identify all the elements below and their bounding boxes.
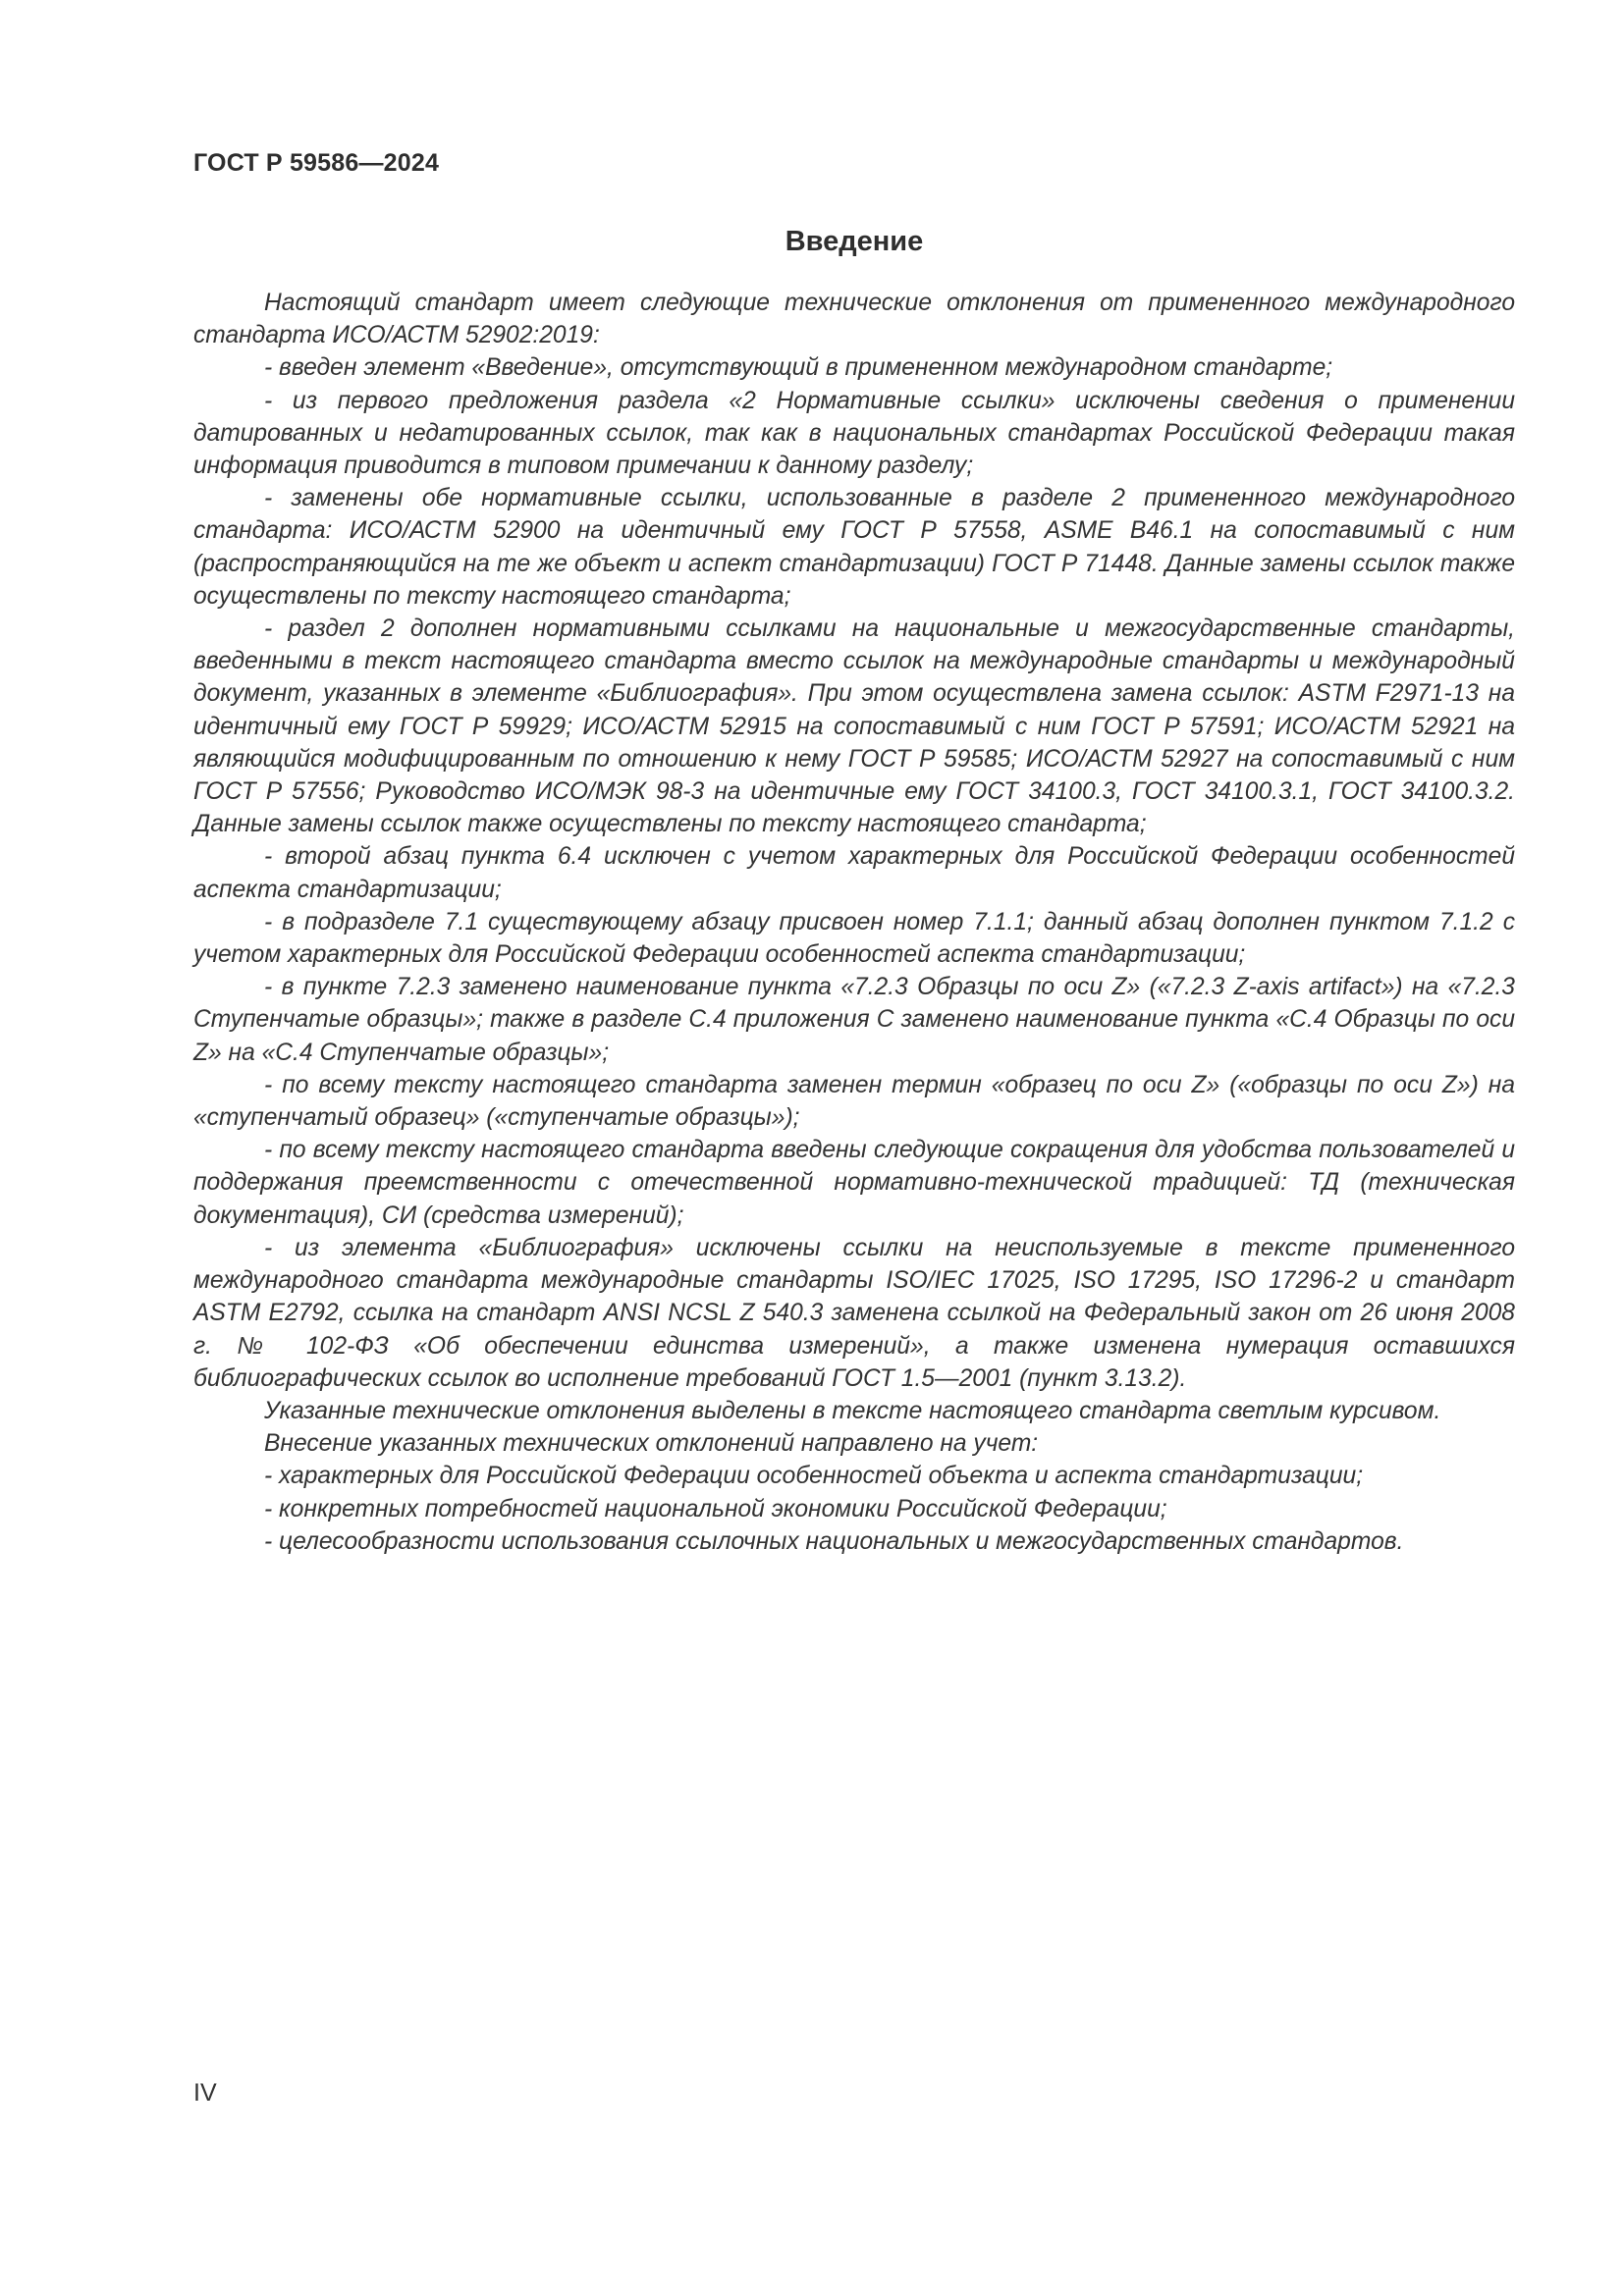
paragraph: - в пункте 7.2.3 заменено наименование пункта «7.2.3 Образцы по оси Z» («7.2.3 Z-axis artifact») на «7.2.3 Ступенчатые образцы»; также в разделе С.4 приложения С заменено наименование пункта «С.4 Образцы по оси Z» на «С.4 Ступенчатые образцы»; bbox=[193, 974, 1515, 1066]
paragraph: - второй абзац пункта 6.4 исключен с учетом характерных для Российской Федерации особенностей аспекта стандартизации; bbox=[193, 843, 1515, 903]
page-number: IV bbox=[193, 2079, 217, 2107]
section-title: Введение bbox=[785, 226, 924, 257]
paragraph: Настоящий стандарт имеет следующие технические отклонения от примененного международного стандарта ИСО/АСТМ 52902:2019: bbox=[193, 290, 1515, 349]
section-body bbox=[193, 287, 1515, 1558]
paragraph: - заменены обе нормативные ссылки, использованные в разделе 2 примененного международного стандарта: ИСО/АСТМ 52900 на идентичный ему ГОСТ Р 57558, ASME B46.1 на сопоставимый с ним (распространяющийся на те же объект и аспект стандартизации) ГОСТ Р 71448. Данные замены ссылок также осуществлены по тексту настоящего стандарта; bbox=[193, 485, 1515, 610]
paragraph: - характерных для Российской Федерации особенностей объекта и аспекта стандартизации; bbox=[264, 1463, 1364, 1490]
paragraph: - раздел 2 дополнен нормативными ссылками на национальные и межгосударственные стандарты, введенными в текст настоящего стандарта вместо ссылок на международные стандарты и международный документ, указанных в элементе «Библиография». При этом осуществлена замена ссылок: ASTM F2971-13 на идентичный ему ГОСТ Р 59929; ИСО/АСТМ 52915 на сопоставимый с ним ГОСТ Р 57591; ИСО/АСТМ 52921 на являющийся модифицированным по отношению к нему ГОСТ Р 59585; ИСО/АСТМ 52927 на сопоставимый с ним ГОСТ Р 57556; Руководство ИСО/МЭК 98-3 на идентичные ему ГОСТ 34100.3, ГОСТ 34100.3.1, ГОСТ 34100.3.2. Данные замены ссылок также осуществлены по тексту настоящего стандарта; bbox=[193, 615, 1515, 838]
paragraph: - введен элемент «Введение», отсутствующий в примененном международном стандарте; bbox=[264, 354, 1333, 382]
paragraph: - из элемента «Библиография» исключены ссылки на неиспользуемые в тексте примененного международного стандарта международные стандарты ISO/IEC 17025, ISO 17295, ISO 17296-2 и стандарт ASTM E2792, ссылка на стандарт ANSI NCSL Z 540.3 заменена ссылкой на Федеральный закон от 26 июня 2008 г. № 102-ФЗ «Об обеспечении единства измерений», а также изменена нумерация оставшихся библиографических ссылок во исполнение требований ГОСТ 1.5—2001 (пункт 3.13.2). bbox=[193, 1234, 1515, 1392]
document-number: ГОСТ Р 59586—2024 bbox=[193, 149, 440, 177]
paragraph: - по всему тексту настоящего стандарта введены следующие сокращения для удобства пользователей и поддержания преемственности с отечественной нормативно-технической традицией: ТД (техническая документация), СИ (средства измерений); bbox=[193, 1137, 1515, 1229]
paragraph: Внесение указанных технических отклонений направлено на учет: bbox=[264, 1430, 1039, 1458]
paragraph: Указанные технические отклонения выделены в тексте настоящего стандарта светлым курсивом. bbox=[264, 1397, 1441, 1424]
paragraph: - конкретных потребностей национальной экономики Российской Федерации; bbox=[264, 1495, 1167, 1522]
paragraph: - в подразделе 7.1 существующему абзацу присвоен номер 7.1.1; данный абзац дополнен пунктом 7.1.2 с учетом характерных для Российской Федерации особенностей аспекта стандартизации; bbox=[193, 908, 1515, 969]
paragraph: - по всему тексту настоящего стандарта заменен термин «образец по оси Z» («образцы по оси Z») на «ступенчатый образец» («ступенчатые образцы»); bbox=[193, 1071, 1515, 1132]
paragraph: - целесообразности использования ссылочных национальных и межгосударственных стандартов. bbox=[264, 1527, 1404, 1555]
paragraph: - из первого предложения раздела «2 Нормативные ссылки» исключены сведения о применении датированных и недатированных ссылок, так как в национальных стандартах Российской Федерации такая информация приводится в типовом примечании к данному разделу; bbox=[193, 387, 1515, 480]
